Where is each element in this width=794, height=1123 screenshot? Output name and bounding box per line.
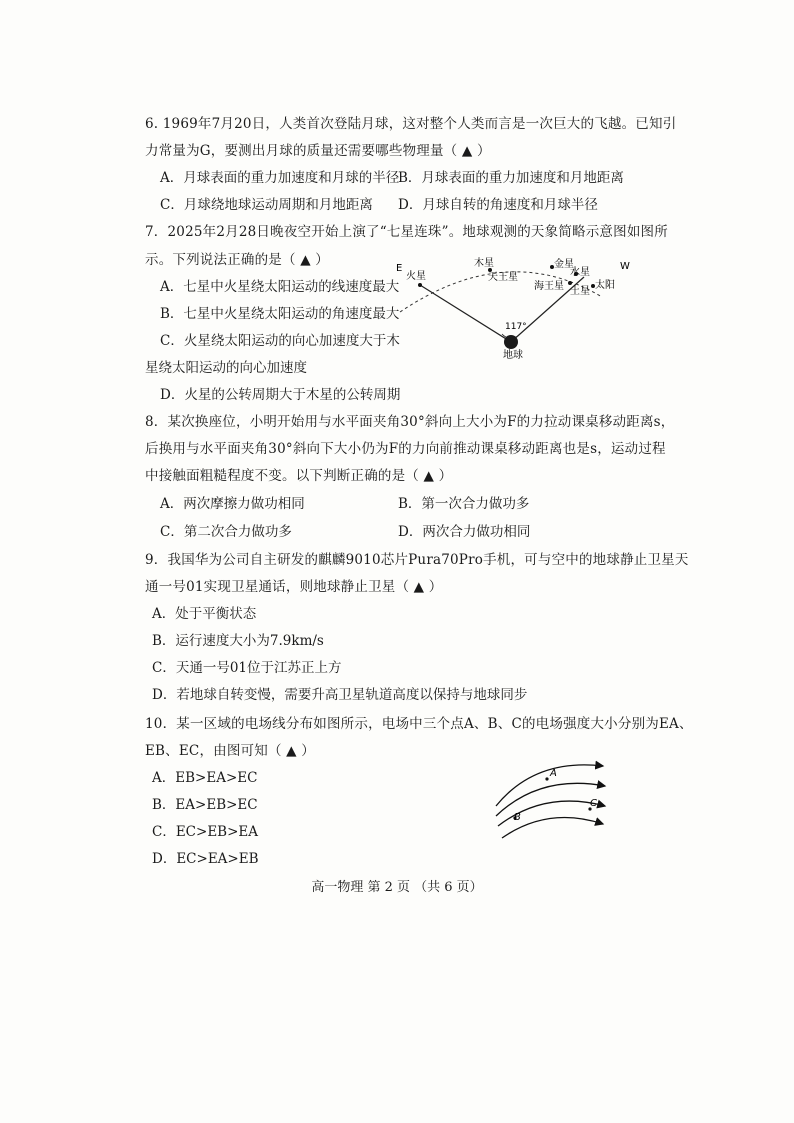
q8-option-c: C．第二次合力做功多: [160, 524, 292, 540]
q9-option-a: A．处于平衡状态: [152, 606, 257, 622]
q9-option-b: B．运行速度大小为7.9km/s: [152, 633, 324, 649]
earth-label: 地球: [503, 350, 523, 361]
point-c-label: C: [590, 798, 597, 809]
q7-option-c-line2: 星绕太阳运动的向心加速度: [145, 360, 307, 376]
q7-option-a: A．七星中火星绕太阳运动的线速度最大: [160, 279, 400, 295]
q10-line2: EB、EC，由图可知（ ▲ ）: [145, 743, 315, 759]
q10-option-a: A．EB>EA>EC: [152, 770, 258, 786]
q6-option-d: D．月球自转的角速度和月球半径: [398, 197, 598, 213]
field-line-2: [496, 783, 605, 816]
neptune-label: 海王星: [534, 281, 564, 292]
q8-line3: 中接触面粗糙程度不变。以下判断正确的是（ ▲ ）: [145, 468, 453, 484]
q9-option-d: D．若地球自转变慢，需要升高卫星轨道高度以保持与地球同步: [152, 687, 528, 703]
q10-option-d: D．EC>EA>EB: [152, 851, 259, 867]
earth-icon: [504, 335, 518, 349]
q9-option-c: C．天通一号01位于江苏正上方: [152, 660, 342, 676]
electric-field-diagram: [490, 756, 620, 846]
saturn-dot: [568, 281, 572, 285]
uranus-label: 天王星: [488, 272, 518, 283]
q7-option-d: D．火星的公转周期大于木星的公转周期: [160, 387, 401, 403]
q6-option-c: C．月球绕地球运动周期和月地距离: [160, 197, 373, 213]
q7-option-b: B．七星中火星绕太阳运动的角速度最大: [160, 306, 400, 322]
q8-option-b: B．第一次合力做功多: [398, 496, 530, 512]
angle-label: 117°: [505, 322, 527, 332]
mars-label: 火星: [406, 271, 426, 282]
q10-line1: 10．某一区域的电场线分布如图所示，电场中三个点A、B、C的电场强度大小分别为EA、: [145, 716, 693, 732]
east-label: E: [396, 263, 403, 274]
jupiter-label: 木星: [474, 258, 494, 269]
q8-option-d: D．两次合力做功相同: [398, 524, 531, 540]
west-label: W: [620, 261, 630, 272]
page-footer: 高一物理 第 2 页 （共 6 页）: [311, 880, 483, 895]
q10-option-c: C．EC>EB>EA: [152, 824, 259, 840]
sight-line-left: [420, 285, 511, 342]
q8-line1: 8．某次换座位，小明开始用与水平面夹角30°斜向上大小为F的力拉动课桌移动距离s，: [145, 414, 675, 430]
q10-option-b: B．EA>EB>EC: [152, 797, 258, 813]
mercury-label: 水星: [570, 267, 590, 278]
mars-dot: [418, 283, 422, 287]
q8-line2: 后换用与水平面夹角30°斜向下大小仍为F的力向前推动课桌移动距离也是s，运动过程: [145, 441, 666, 457]
q7-option-c-line1: C．火星绕太阳运动的向心加速度大于木: [160, 333, 400, 349]
point-b-label: B: [514, 812, 521, 823]
q8-option-a: A．两次摩擦力做功相同: [160, 496, 305, 512]
q6-line2: 力常量为G，要测出月球的质量还需要哪些物理量（ ▲ ）: [145, 143, 491, 159]
q6-option-b: B．月球表面的重力加速度和月地距离: [398, 170, 624, 186]
q6-line1: 6. 1969年7月20日，人类首次登陆月球，这对整个人类而言是一次巨大的飞越。已知引: [145, 116, 677, 132]
q6-option-a: A．月球表面的重力加速度和月球的半径: [160, 170, 400, 186]
q7-line2: 示。下列说法正确的是（ ▲ ）: [145, 252, 329, 268]
saturn-label: 土星: [570, 286, 590, 297]
point-a-dot: [545, 777, 548, 780]
sun-label: 太阳: [595, 280, 615, 291]
point-a-label: A: [550, 768, 557, 779]
q7-line1: 7．2025年2月28日晚夜空开始上演了“七星连珠”。地球观测的天象简略示意图如图所: [145, 224, 668, 240]
q9-line1: 9．我国华为公司自主研发的麒麟9010芯片Pura70Pro手机，可与空中的地球静止卫星天: [145, 552, 689, 568]
venus-label: 金星: [554, 259, 574, 270]
planet-alignment-diagram: [392, 252, 642, 362]
q9-line2: 通一号01实现卫星通话，则地球静止卫星（ ▲ ）: [145, 579, 443, 595]
